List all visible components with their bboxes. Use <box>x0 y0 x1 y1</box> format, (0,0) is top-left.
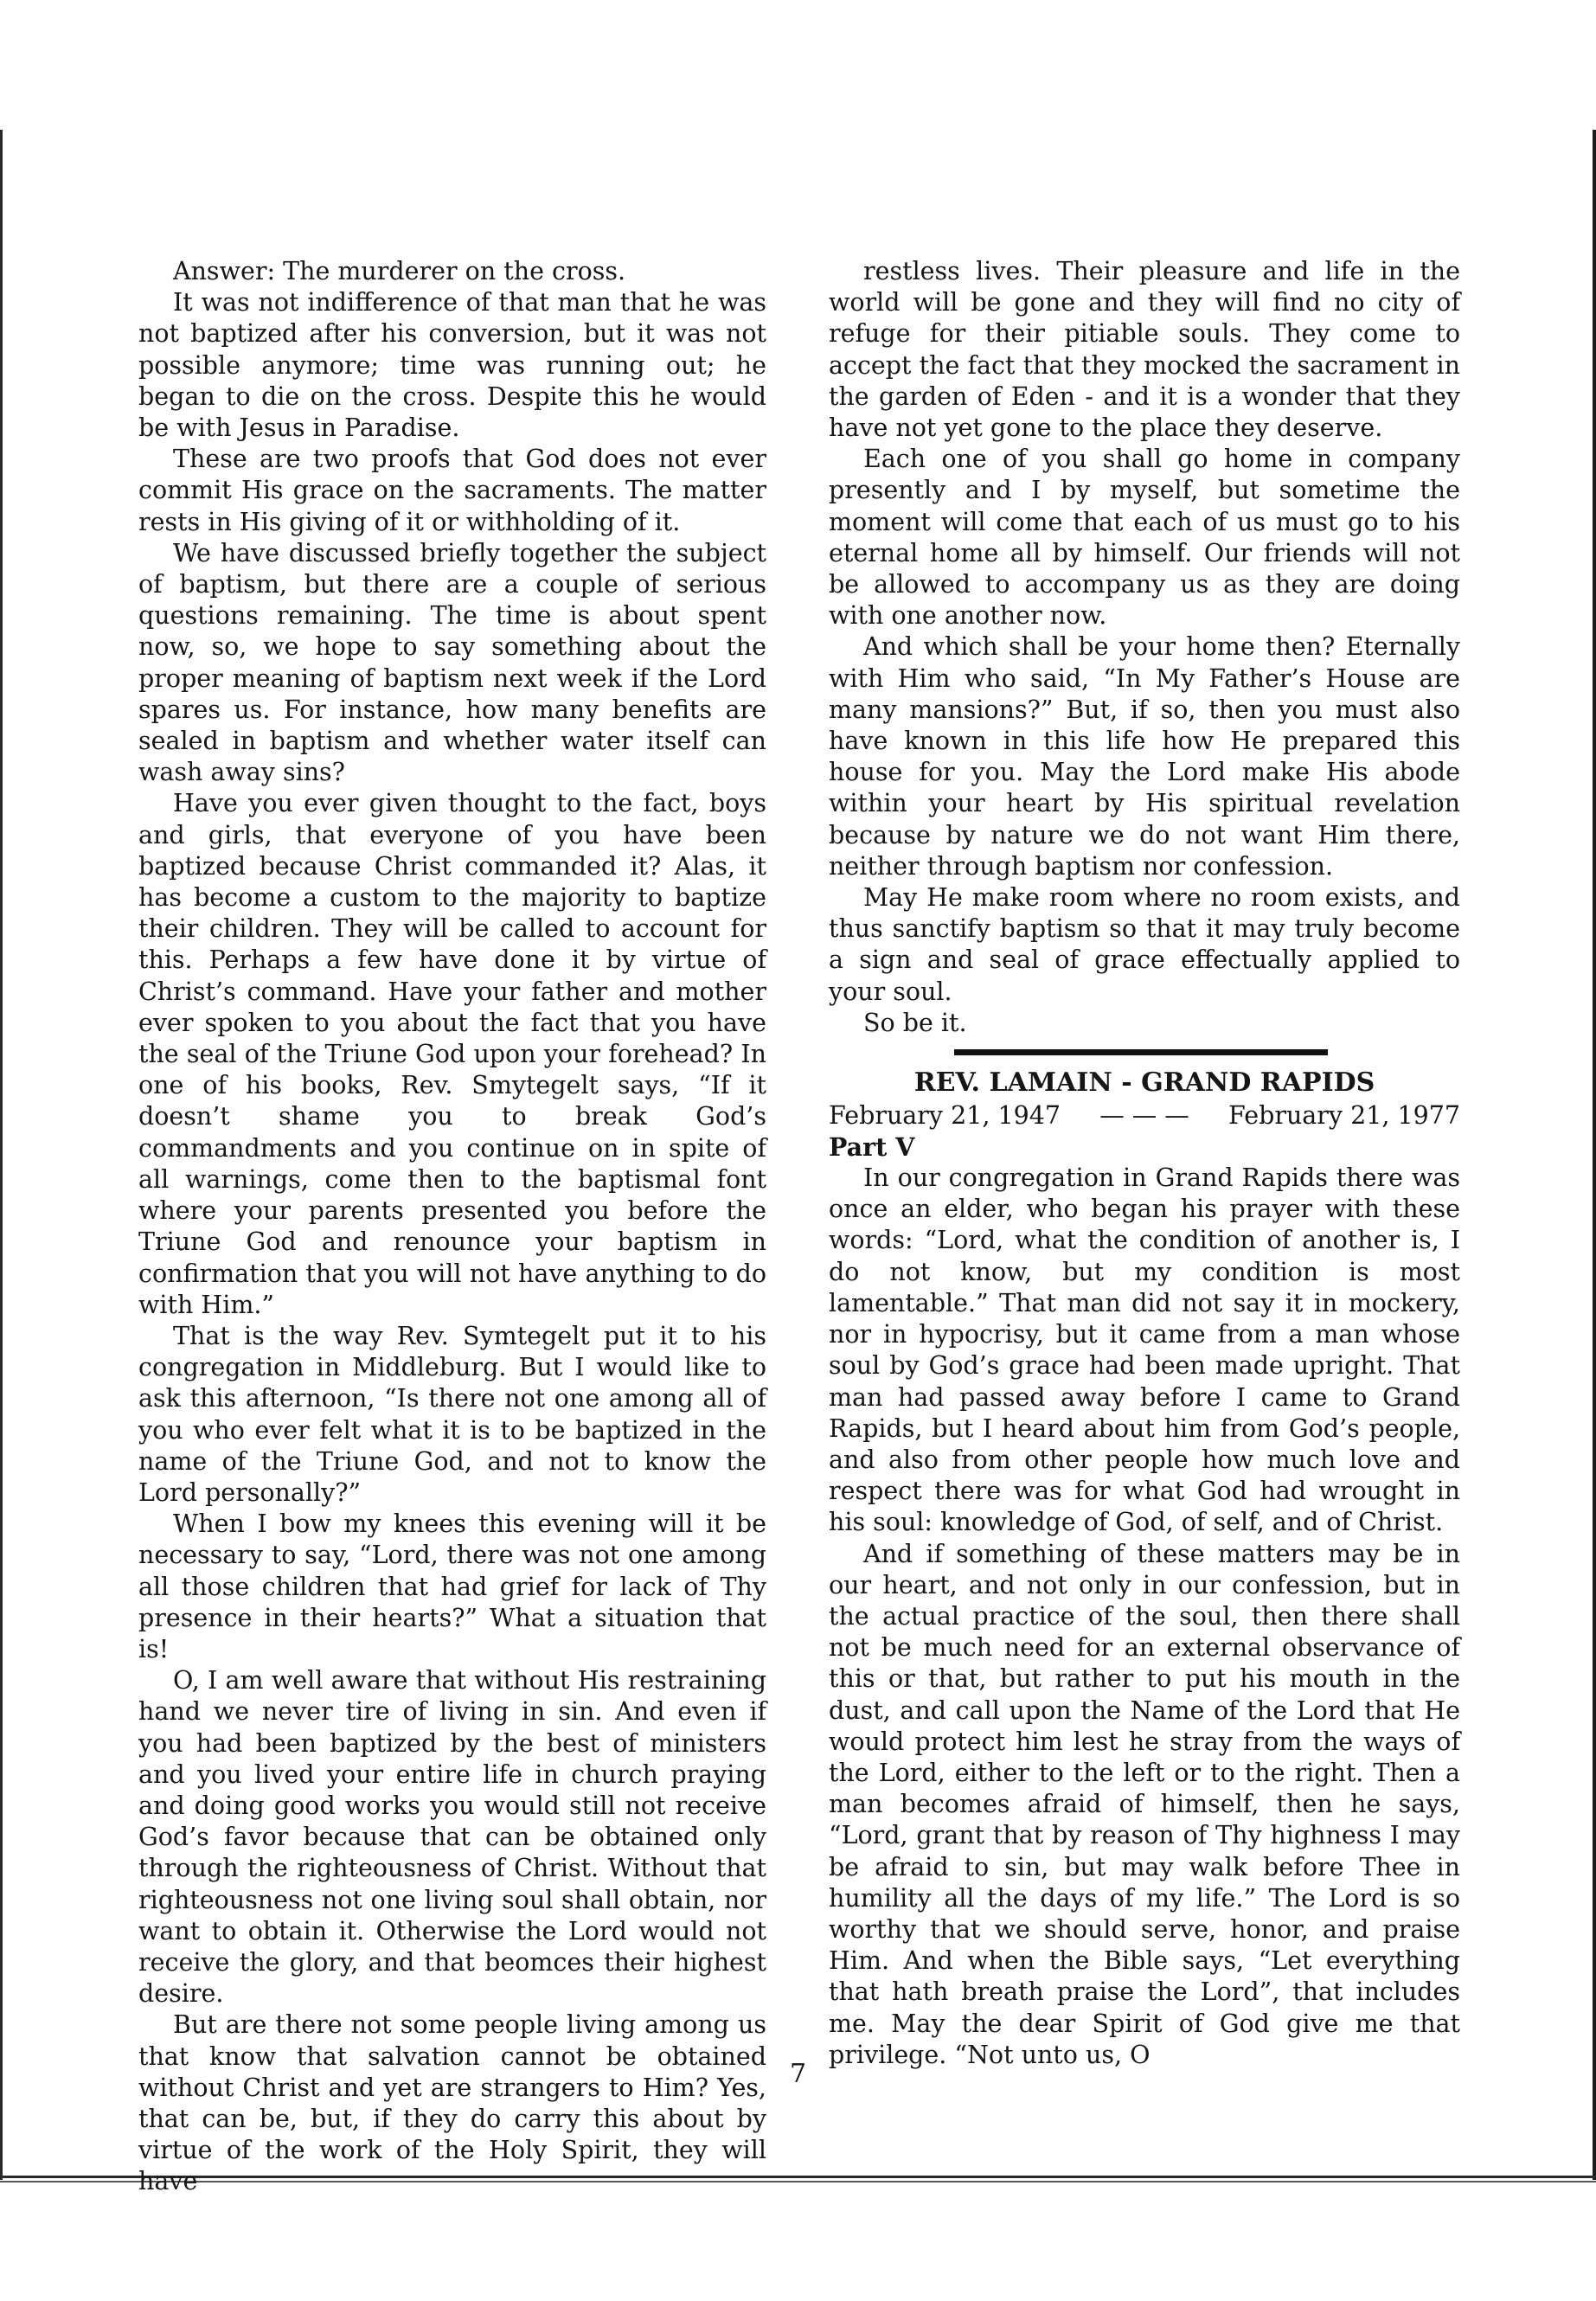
right-paragraph-5: So be it. <box>863 1008 967 1037</box>
right-paragraph-4: May He make room where no room exists, and thus sanctify baptism so that it may truly become a sign and seal of grace effectually applied to your soul. <box>829 883 1460 1006</box>
section-heading: REV. LAMAIN - GRAND RAPIDS <box>913 1067 1375 1099</box>
right-paragraph-2: Each one of you shall go home in company presently and I by myself, but sometime the moment will come that each of us must go to his eternal home all by himself. Our friends will not be allowed to accompany us as they are doing with one another now. <box>829 445 1460 631</box>
left-column <box>138 256 766 2198</box>
date-separator: — — — <box>1099 1101 1189 1131</box>
right-paragraph-7: And if something of these matters may be in our heart, and not only in our confession, but in the actual practice of the soul, then there shall not be much need for an external observance of this or that, but rather to put his mouth in the dust, and call upon the Name of the Lord that He would protect him lest he stray from the ways of the Lord, either to the left or to the right. Then a man becomes afraid of himself, then he says, “Lord, grant that by reason of Thy highness I may be afraid to sin, but may walk before Thee in humility all the days of my life.” The Lord is so worthy that we should serve, honor, and praise Him. And when the Bible says, “Let everything that hath breath praise the Lord”, that includes me. May the dear Spirit of God give me that privilege. “Not unto us, O <box>829 1539 1460 2069</box>
date-end: February 21, 1977 <box>1228 1101 1460 1131</box>
part-label: Part V <box>829 1132 915 1163</box>
left-paragraph-4: We have discussed briefly together the subject of baptism, but there are a couple of serious questions remaining. The time is about spent now, so, we hope to say something about the proper meaning of baptism next week if the Lord spares us. For instance, how many benefits are sealed in baptism and whether water itself can wash away sins? <box>138 538 766 787</box>
right-paragraph-6: In our congregation in Grand Rapids there was once an elder, who began his prayer with these words: “Lord, what the condition of another is, I do not know, but my condition is most lamentable.” That man did not say it in mockery, nor in hypocrisy, but it came from a man whose soul by God’s grace had been made upright. That man had passed away before I came to Grand Rapids, but I heard about him from God’s people, and also from other people how much love and respect there was for what God had wrought in his soul: knowledge of God, of self, and of Christ. <box>829 1163 1460 1537</box>
left-paragraph-3: These are two proofs that God does not ever commit His grace on the sacraments. The matter rests in His giving of it or withholding of it. <box>138 445 766 536</box>
date-line <box>829 1100 1460 1131</box>
left-paragraph-6: That is the way Rev. Symtegelt put it to his congregation in Middleburg. But I would like to ask this afternoon, “Is there not one among all of you who ever felt what it is to be baptized in the name of the Triune God, and not to know the Lord personally?” <box>138 1321 766 1507</box>
scan-border-left <box>0 130 3 2180</box>
left-paragraph-2: It was not indifference of that man that he was not baptized after his conversion, but it was not possible anymore; time was running out; he began to die on the cross. Despite this he would be with Jesus in Paradise. <box>138 288 766 443</box>
right-paragraph-1: restless lives. Their pleasure and life in the world will be gone and they will find no city of refuge for their pitiable souls. They come to accept the fact that they mocked the sacrament in the garden of Eden - and it is a wonder that they have not yet gone to the place they deserve. <box>829 257 1460 443</box>
left-paragraph-9: But are there not some people living among us that know that salvation cannot be obtained without Christ and yet are strangers to Him? Yes, that can be, but, if they do carry this about by virtue of the work of the Holy Spirit, they will have <box>138 2010 766 2196</box>
section-divider-rule <box>954 1049 1328 1055</box>
right-column <box>829 256 1460 2071</box>
left-paragraph-7: When I bow my knees this evening will it be necessary to say, “Lord, there was not one among all those children that had grief for lack of Thy presence in their hearts?” What a situation that is! <box>138 1509 766 1663</box>
left-paragraph-1: Answer: The murderer on the cross. <box>173 257 626 285</box>
date-start: February 21, 1947 <box>829 1101 1061 1131</box>
scan-border-right <box>1593 130 1596 2180</box>
left-paragraph-8: O, I am well aware that without His restraining hand we never tire of living in sin. And even if you had been baptized by the best of ministers and you lived your entire life in church praying and doing good works you would still not receive God’s favor because that can be obtained only through the righteousness of Christ. Without that righteousness not one living soul shall obtain, nor want to obtain it. Otherwise the Lord would not receive the glory, and that beomces their highest desire. <box>138 1666 766 2009</box>
left-paragraph-5: Have you ever given thought to the fact, boys and girls, that everyone of you have been baptized because Christ commanded it? Alas, it has become a custom to the majority to baptize their children. They will be called to account for this. Perhaps a few have done it by virtue of Christ’s command. Have your father and mother ever spoken to you about the fact that you have the seal of the Triune God upon your forehead? In one of his books, Rev. Smytegelt says, “If it doesn’t shame you to break God’s commandments and you continue on in spite of all warnings, come then to the baptismal font where your parents presented you before the Triune God and renounce your baptism in confirmation that you will not have anything to do with Him.” <box>138 789 766 1319</box>
right-paragraph-3: And which shall be your home then? Eternally with Him who said, “In My Father’s House are many mansions?” But, if so, then you must also have known in this life how He prepared this house for you. May the Lord make His abode within your heart by His spiritual revelation because by nature we do not want Him there, neither through baptism nor confession. <box>829 632 1460 881</box>
page-number: 7 <box>789 2059 807 2089</box>
